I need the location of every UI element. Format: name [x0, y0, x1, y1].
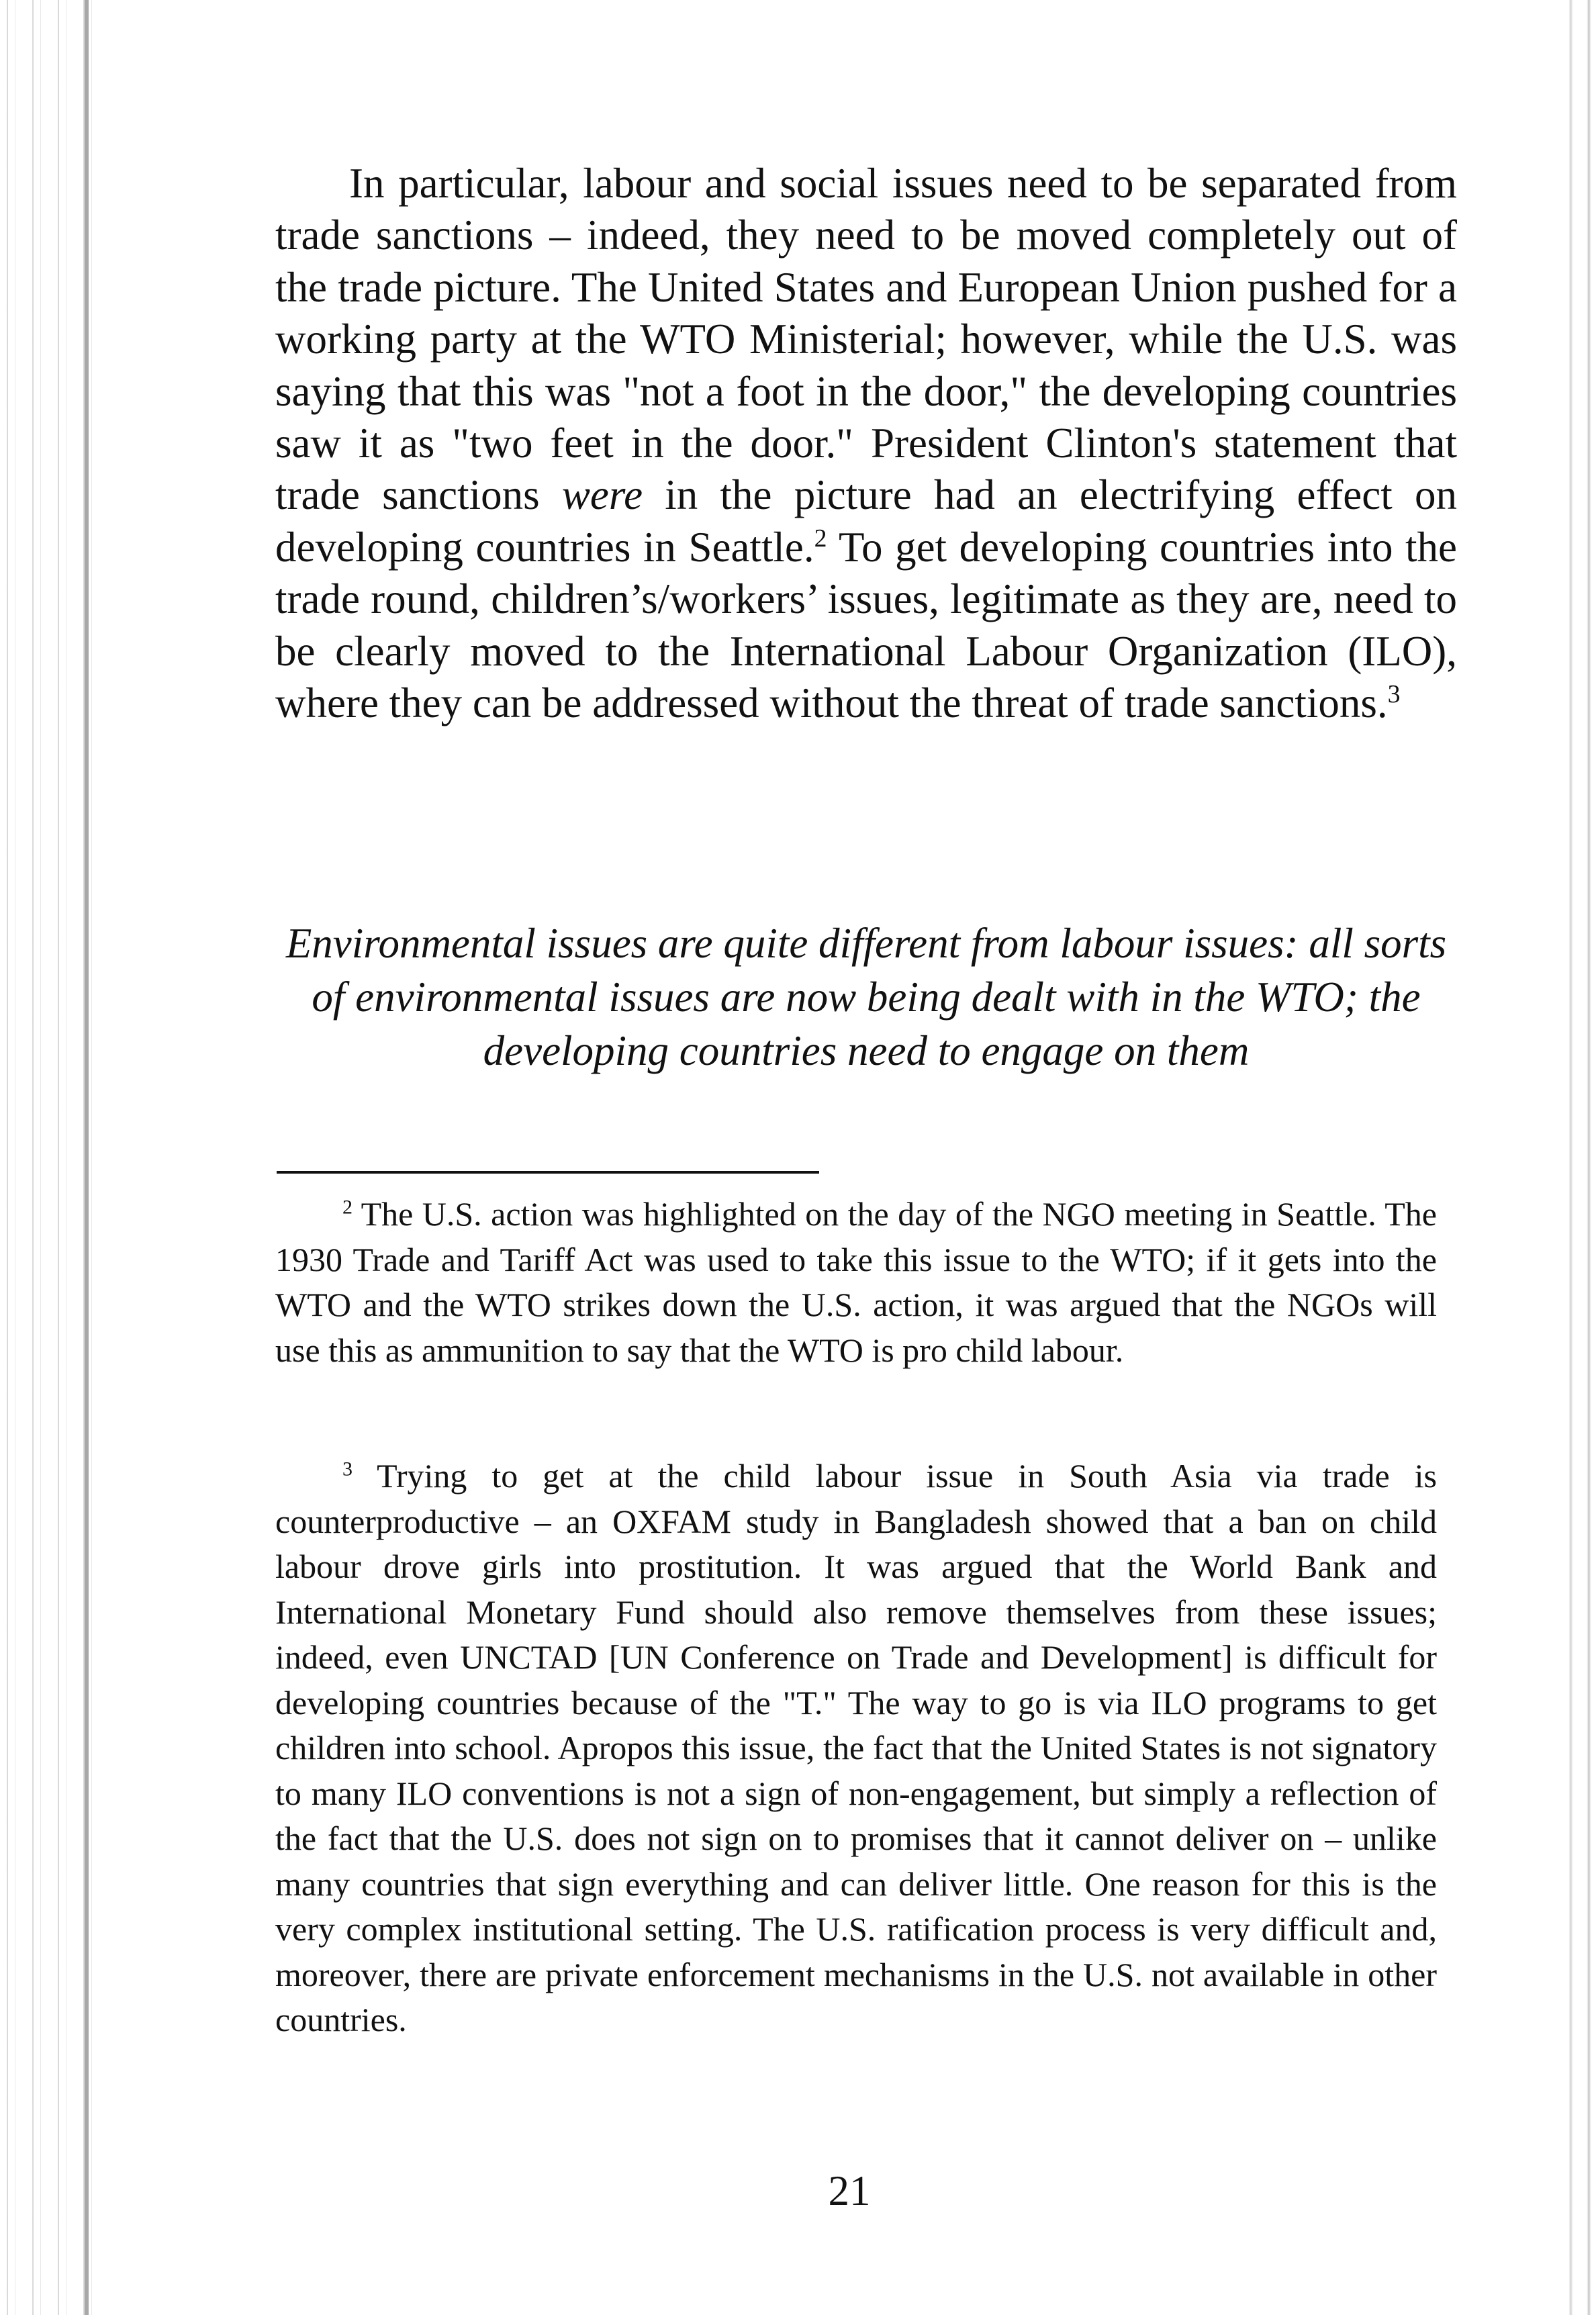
body-paragraph — [275, 158, 1457, 729]
section-subheading: Environmental issues are quite different from labour issues: all sorts of environmental issues are now being dealt with in the WTO; the developing countries need to engage on them — [285, 920, 1447, 1074]
footnote-separator — [277, 1171, 819, 1174]
paragraph-text-part3: To get developing countries into the trade round, children’s/workers’ issues, legitimate as they are, need to be clearly moved to the International Labour Organization (ILO), where they can be addressed without the threat of trade sanctions. — [275, 523, 1457, 727]
footnote-reference-2: 2 — [814, 524, 827, 553]
footnote-3-text: Trying to get at the child labour issue in South Asia via trade is counterproductive – an OXFAM study in Bangladesh showed that a ban on child labour drove girls into prostitution. It was argued that the World Bank and International Monetary Fund should also remove themselves from these issues; indeed, even UNCTAD [UN Conference on Trade and Development] is difficult for developing countries because of the "T." The way to go is via ILO programs to get children into school. Apropos this issue, the fact that the United States is not signatory to many ILO conventions is not a sign of non-engagement, but simply a reflection of the fact that the U.S. does not sign on to promises that it cannot deliver on – unlike many countries that sign everything and can deliver little. One reason for this is the very complex institutional setting. The U.S. ratification process is very difficult and, moreover, there are private enforcement mechanisms in the U.S. not available in other countries. — [275, 1457, 1437, 2038]
footnote-2-text: The U.S. action was highlighted on the day of the NGO meeting in Seattle. The 1930 Trade and Tariff Act was used to take this issue to the WTO; if it gets into the WTO and the WTO strikes down the U.S. action, it was argued that the NGOs will use this as ammunition to say that the WTO is pro child labour. — [275, 1195, 1437, 1369]
paragraph-text-part2: in the picture had an electrifying effect on developing countries in Seattle. — [275, 471, 1457, 571]
footnote-2-number: 2 — [342, 1196, 353, 1219]
footnote-2 — [275, 1192, 1437, 1373]
paragraph-emphasis: were — [561, 471, 643, 519]
footnote-3-number: 3 — [342, 1458, 353, 1480]
footnote-reference-3: 3 — [1387, 680, 1401, 709]
paragraph-text-part1: In particular, labour and social issues need to be separated from trade sanctions – indeed, they need to be moved completely out of the trade picture. The United States and European Union pushed for a working party at the WTO Ministerial; however, while the U.S. was saying that this was "not a foot in the door," the developing countries saw it as "two feet in the door." President Clinton's statement that trade sanctions — [275, 160, 1457, 519]
footnote-3 — [275, 1454, 1437, 2043]
scanned-binding-edge — [0, 0, 101, 2315]
page-number: 21 — [828, 2167, 871, 2214]
scanned-page-edge — [1536, 0, 1596, 2315]
